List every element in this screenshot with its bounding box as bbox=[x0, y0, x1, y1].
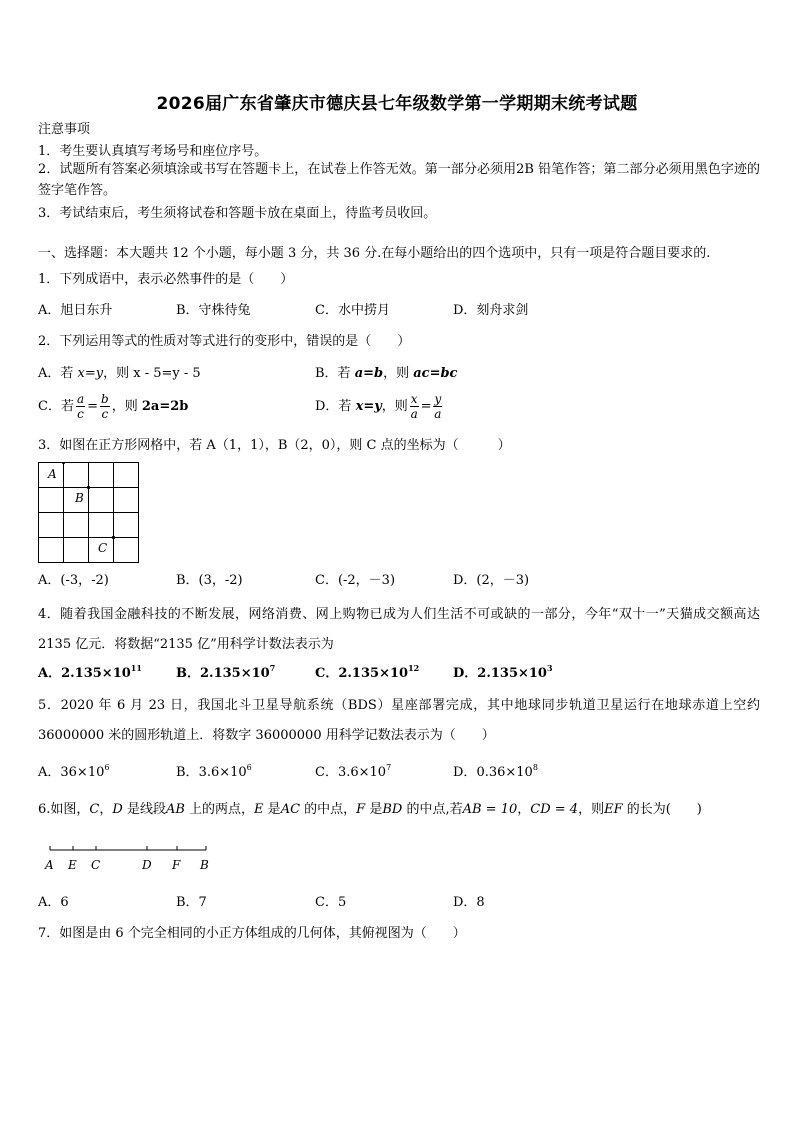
q6-option-c: C．5 bbox=[315, 895, 347, 910]
option-base: 36×10 bbox=[60, 765, 105, 780]
option-exponent: 7 bbox=[386, 763, 392, 772]
stem-text: 是 bbox=[365, 802, 383, 817]
fraction-numerator: a bbox=[76, 392, 85, 406]
notice-item-3: 3．考试结束后，考生须将试卷和答题卡放在桌面上，待监考员收回。 bbox=[38, 206, 437, 221]
option-exponent: 6 bbox=[104, 763, 110, 772]
option-exponent: 12 bbox=[408, 663, 420, 673]
q1-option-d: D．刻舟求剑 bbox=[453, 303, 529, 318]
option-base: 0.36×10 bbox=[476, 765, 533, 780]
label-c: C bbox=[98, 541, 108, 555]
q2-option-b bbox=[315, 365, 457, 383]
symbol-d: D bbox=[112, 802, 123, 817]
q2-b-then: ，则 bbox=[383, 366, 414, 381]
q3-option-d: D．(2，－3) bbox=[453, 573, 530, 588]
option-letter: A． bbox=[38, 666, 62, 681]
q2-d-then: ，则 bbox=[381, 399, 408, 414]
q2-stem: 2．下列运用等式的性质对等式进行的变形中，错误的是（ ） bbox=[38, 334, 411, 349]
option-base: 3.6×10 bbox=[337, 765, 387, 780]
fraction-denominator: a bbox=[410, 407, 418, 421]
fraction-numerator: y bbox=[434, 392, 442, 406]
point-label-d: D bbox=[142, 858, 152, 872]
label-a: A bbox=[48, 467, 57, 481]
equation-cd: CD = 4 bbox=[530, 802, 579, 817]
q2-c-then: ，则 bbox=[111, 399, 142, 414]
fraction-denominator: c bbox=[77, 407, 84, 421]
q2-c-fraction-2 bbox=[100, 392, 110, 421]
fraction-numerator: x bbox=[410, 392, 418, 406]
q5-option-d bbox=[453, 764, 538, 782]
q1-option-c: C．水中捞月 bbox=[315, 303, 390, 318]
q3-option-b: B．(3，-2) bbox=[176, 573, 243, 588]
q1-option-a: A．旭日东升 bbox=[38, 303, 113, 318]
option-letter: B． bbox=[176, 666, 200, 681]
q2-a-result: x - 5=y - 5 bbox=[133, 366, 201, 381]
stem-text: 是 bbox=[263, 802, 281, 817]
q2-c-fraction-1 bbox=[76, 392, 85, 421]
option-exponent: 8 bbox=[532, 763, 538, 772]
symbol-ab: AB bbox=[165, 802, 185, 817]
notice-heading: 注意事项 bbox=[38, 122, 91, 137]
fraction-numerator: b bbox=[101, 392, 109, 406]
q1-option-b: B．守株待兔 bbox=[176, 303, 251, 318]
page-title: 2026届广东省肇庆市德庆县七年级数学第一学期期末统考试题 bbox=[156, 94, 638, 114]
option-exponent: 6 bbox=[246, 763, 252, 772]
point-label-f: F bbox=[172, 858, 181, 872]
q1-stem: 1．下列成语中，表示必然事件的是（ ） bbox=[38, 272, 294, 287]
q4-option-a bbox=[38, 665, 142, 683]
symbol-ef: EF bbox=[604, 802, 623, 817]
q2-d-fraction-1 bbox=[410, 392, 419, 421]
option-base: 3.6×10 bbox=[198, 765, 247, 780]
q4-option-b bbox=[176, 665, 275, 683]
q6-option-d: D．8 bbox=[453, 895, 485, 910]
option-letter: D． bbox=[453, 765, 477, 780]
symbol-e: E bbox=[254, 802, 264, 817]
q2-b-condition: a=b bbox=[354, 366, 384, 381]
notice-item-2: 2．试题所有答案必须填涂或书写在答题卡上，在试卷上作答无效。第一部分必须用2B 铅笔作答；第二部分必须用黑色字迹的签字笔作答。 bbox=[38, 162, 760, 198]
q2-a-prefix: A．若 bbox=[38, 366, 78, 381]
option-base: 2.135×10 bbox=[338, 666, 409, 681]
point-label-a: A bbox=[45, 858, 54, 872]
point-label-c: C bbox=[91, 858, 101, 872]
q2-a-then: ，则 bbox=[103, 366, 134, 381]
section-heading: 一、选择题：本大题共 12 个小题，每小题 3 分，共 36 分.在每小题给出的四个选项中，只有一项是符合题目要求的. bbox=[38, 246, 711, 261]
fraction-denominator: a bbox=[434, 407, 442, 421]
q6-option-b: B．7 bbox=[176, 895, 207, 910]
q5-stem: 5．2020 年 6 月 23 日，我国北斗卫星导航系统（BDS）星座部署完成，其中地球同步轨道卫星运行在地球赤道上空约 36000000 米的圆形轨道上．将数字 36000000 用科学记数法表示为（ ） bbox=[38, 698, 760, 743]
q4-stem: 4．随着我国金融科技的不断发展，网络消费、网上购物已成为人们生活不可或缺的一部分，今年“双十一”天猫成交额高达 2135 亿元．将数据“2135 亿”用科学计数法表示为 bbox=[38, 607, 760, 652]
q2-d-prefix: D．若 bbox=[315, 399, 356, 414]
symbol-ac: AC bbox=[280, 802, 301, 817]
q3-grid-figure bbox=[38, 462, 140, 564]
q2-option-a bbox=[38, 365, 201, 383]
stem-text: 的中点， bbox=[300, 802, 357, 817]
q5-option-a bbox=[38, 764, 109, 782]
symbol-f: F bbox=[356, 802, 366, 817]
q4-option-d bbox=[453, 665, 553, 683]
fraction-denominator: c bbox=[101, 407, 109, 421]
stem-text: 的长为( ) bbox=[622, 802, 702, 817]
stem-text: ， bbox=[517, 802, 531, 817]
q2-d-condition: x=y bbox=[355, 399, 382, 414]
option-base: 2.135×10 bbox=[477, 666, 547, 681]
stem-text: ， bbox=[99, 802, 113, 817]
stem-text: 6.如图， bbox=[38, 802, 90, 817]
option-letter: D． bbox=[453, 666, 478, 681]
equals-sign: = bbox=[87, 399, 99, 414]
q2-option-c bbox=[38, 392, 188, 422]
stem-text: ，则 bbox=[578, 802, 605, 817]
q2-c-result: 2a=2b bbox=[141, 399, 189, 414]
option-letter: B． bbox=[176, 765, 199, 780]
q2-option-d bbox=[315, 392, 444, 422]
q7-stem: 7．如图是由 6 个完全相同的小正方体组成的几何体，其俯视图为（ ） bbox=[38, 926, 466, 941]
q3-option-c: C．(-2，－3) bbox=[315, 573, 396, 588]
q5-option-b bbox=[176, 764, 252, 782]
q4-option-c bbox=[315, 665, 419, 683]
q2-b-result: ac=bc bbox=[413, 366, 458, 381]
point-c bbox=[112, 536, 115, 539]
option-exponent: 3 bbox=[546, 663, 553, 673]
point-a bbox=[62, 462, 65, 464]
q2-a-condition: x=y bbox=[77, 366, 104, 381]
label-b: B bbox=[75, 491, 84, 505]
symbol-bd: BD bbox=[382, 802, 403, 817]
stem-text: 的中点,若 bbox=[402, 802, 463, 817]
option-exponent: 7 bbox=[269, 663, 276, 673]
q2-b-prefix: B．若 bbox=[315, 366, 355, 381]
symbol-c: C bbox=[89, 802, 100, 817]
q3-stem: 3．如图在正方形网格中，若 A（1，1），B（2，0），则 C 点的坐标为（ ） bbox=[38, 438, 511, 453]
option-base: 2.135×10 bbox=[61, 666, 131, 681]
point-b bbox=[87, 486, 90, 489]
notice-item-1: 1．考生要认真填写考场号和座位序号。 bbox=[38, 144, 268, 159]
option-exponent: 11 bbox=[130, 663, 142, 673]
point-label-b: B bbox=[200, 858, 209, 872]
stem-text: 上的两点， bbox=[184, 802, 255, 817]
q2-c-prefix: C．若 bbox=[38, 399, 74, 414]
q6-stem bbox=[38, 801, 702, 819]
point-label-e: E bbox=[68, 858, 77, 872]
q6-segment-figure bbox=[38, 840, 218, 876]
q5-option-c bbox=[315, 764, 391, 782]
stem-text: 是线段 bbox=[122, 802, 166, 817]
option-letter: C． bbox=[315, 666, 339, 681]
q6-option-a: A．6 bbox=[38, 895, 69, 910]
equals-sign: = bbox=[420, 399, 432, 414]
option-letter: C． bbox=[315, 765, 338, 780]
option-letter: A． bbox=[38, 765, 61, 780]
equation-ab: AB = 10 bbox=[462, 802, 518, 817]
option-base: 2.135×10 bbox=[200, 666, 270, 681]
q3-option-a: A．(-3，-2) bbox=[38, 573, 109, 588]
q2-d-fraction-2 bbox=[433, 392, 442, 421]
